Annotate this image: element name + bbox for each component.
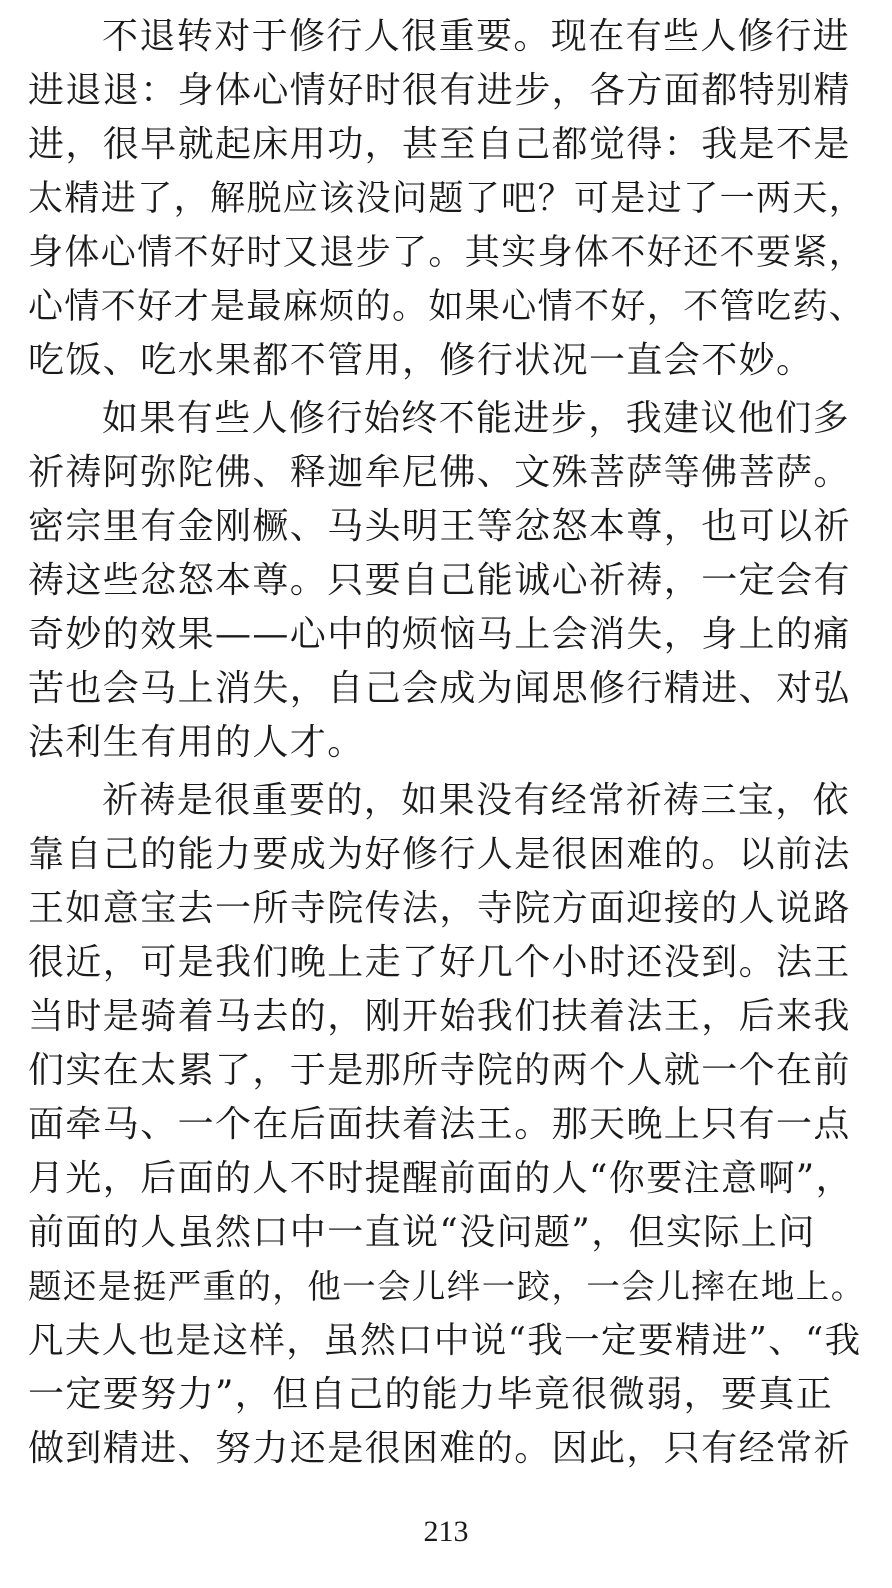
text-line: 如果有些人修行始终不能进步，我建议他们多 <box>102 398 851 439</box>
text-line: 心情不好才是最麻烦的。如果心情不好，不管吃药、 <box>28 287 866 327</box>
text-line: 月光，后面的人不时提醒前面的人“你要注意啊”， <box>28 1158 854 1199</box>
text-line: 祈祷是很重要的，如果没有经常祈祷三宝，依 <box>102 780 851 821</box>
text-line: 祷这些忿怒本尊。只要自己能诚心祈祷，一定会有 <box>28 560 851 601</box>
text-line: 当时是骑着马去的，刚开始我们扶着法王，后来我 <box>28 996 851 1037</box>
text-line: 靠自己的能力要成为好修行人是很困难的。以前法 <box>28 834 851 875</box>
text-line: 法利生有用的人才。 <box>28 722 365 763</box>
text-line: 祈祷阿弥陀佛、释迦牟尼佛、文殊菩萨等佛菩萨。 <box>28 452 851 493</box>
text-line: 不退转对于修行人很重要。现在有些人修行进 <box>102 16 851 57</box>
text-line: 吃饭、吃水果都不管用，修行状况一直会不妙。 <box>28 340 814 381</box>
text-line: 太精进了，解脱应该没问题了吧？可是过了一两天， <box>28 179 866 219</box>
text-line: 们实在太累了，于是那所寺院的两个人就一个在前 <box>28 1050 851 1091</box>
text-line: 一定要努力”，但自己的能力毕竟很微弱，要真正 <box>28 1374 834 1415</box>
page-number: 213 <box>423 1515 469 1548</box>
text-line: 王如意宝去一所寺院传法，寺院方面迎接的人说路 <box>28 888 851 929</box>
text-line: 进退退：身体心情好时很有进步，各方面都特别精 <box>28 70 851 111</box>
text-line: 身体心情不好时又退步了。其实身体不好还不要紧， <box>28 233 866 273</box>
text-line: 密宗里有金刚橛、马头明王等忿怒本尊，也可以祈 <box>28 506 851 547</box>
text-line: 凡夫人也是这样，虽然口中说“我一定要精进”、“我 <box>28 1320 862 1361</box>
text-line: 奇妙的效果——心中的烦恼马上会消失，身上的痛 <box>28 614 851 655</box>
text-line: 前面的人虽然口中一直说“没问题”，但实际上问 <box>28 1212 816 1253</box>
text-line: 面牵马、一个在后面扶着法王。那天晚上只有一点 <box>28 1104 851 1145</box>
text-line: 很近，可是我们晚上走了好几个小时还没到。法王 <box>28 942 851 983</box>
text-line: 题还是挺严重的，他一会儿绊一跤，一会儿摔在地上。 <box>28 1267 866 1306</box>
text-line: 做到精进、努力还是很困难的。因此，只有经常祈 <box>28 1428 851 1469</box>
text-line: 苦也会马上消失，自己会成为闻思修行精进、对弘 <box>28 668 851 709</box>
text-line: 进，很早就起床用功，甚至自己都觉得：我是不是 <box>28 124 851 165</box>
